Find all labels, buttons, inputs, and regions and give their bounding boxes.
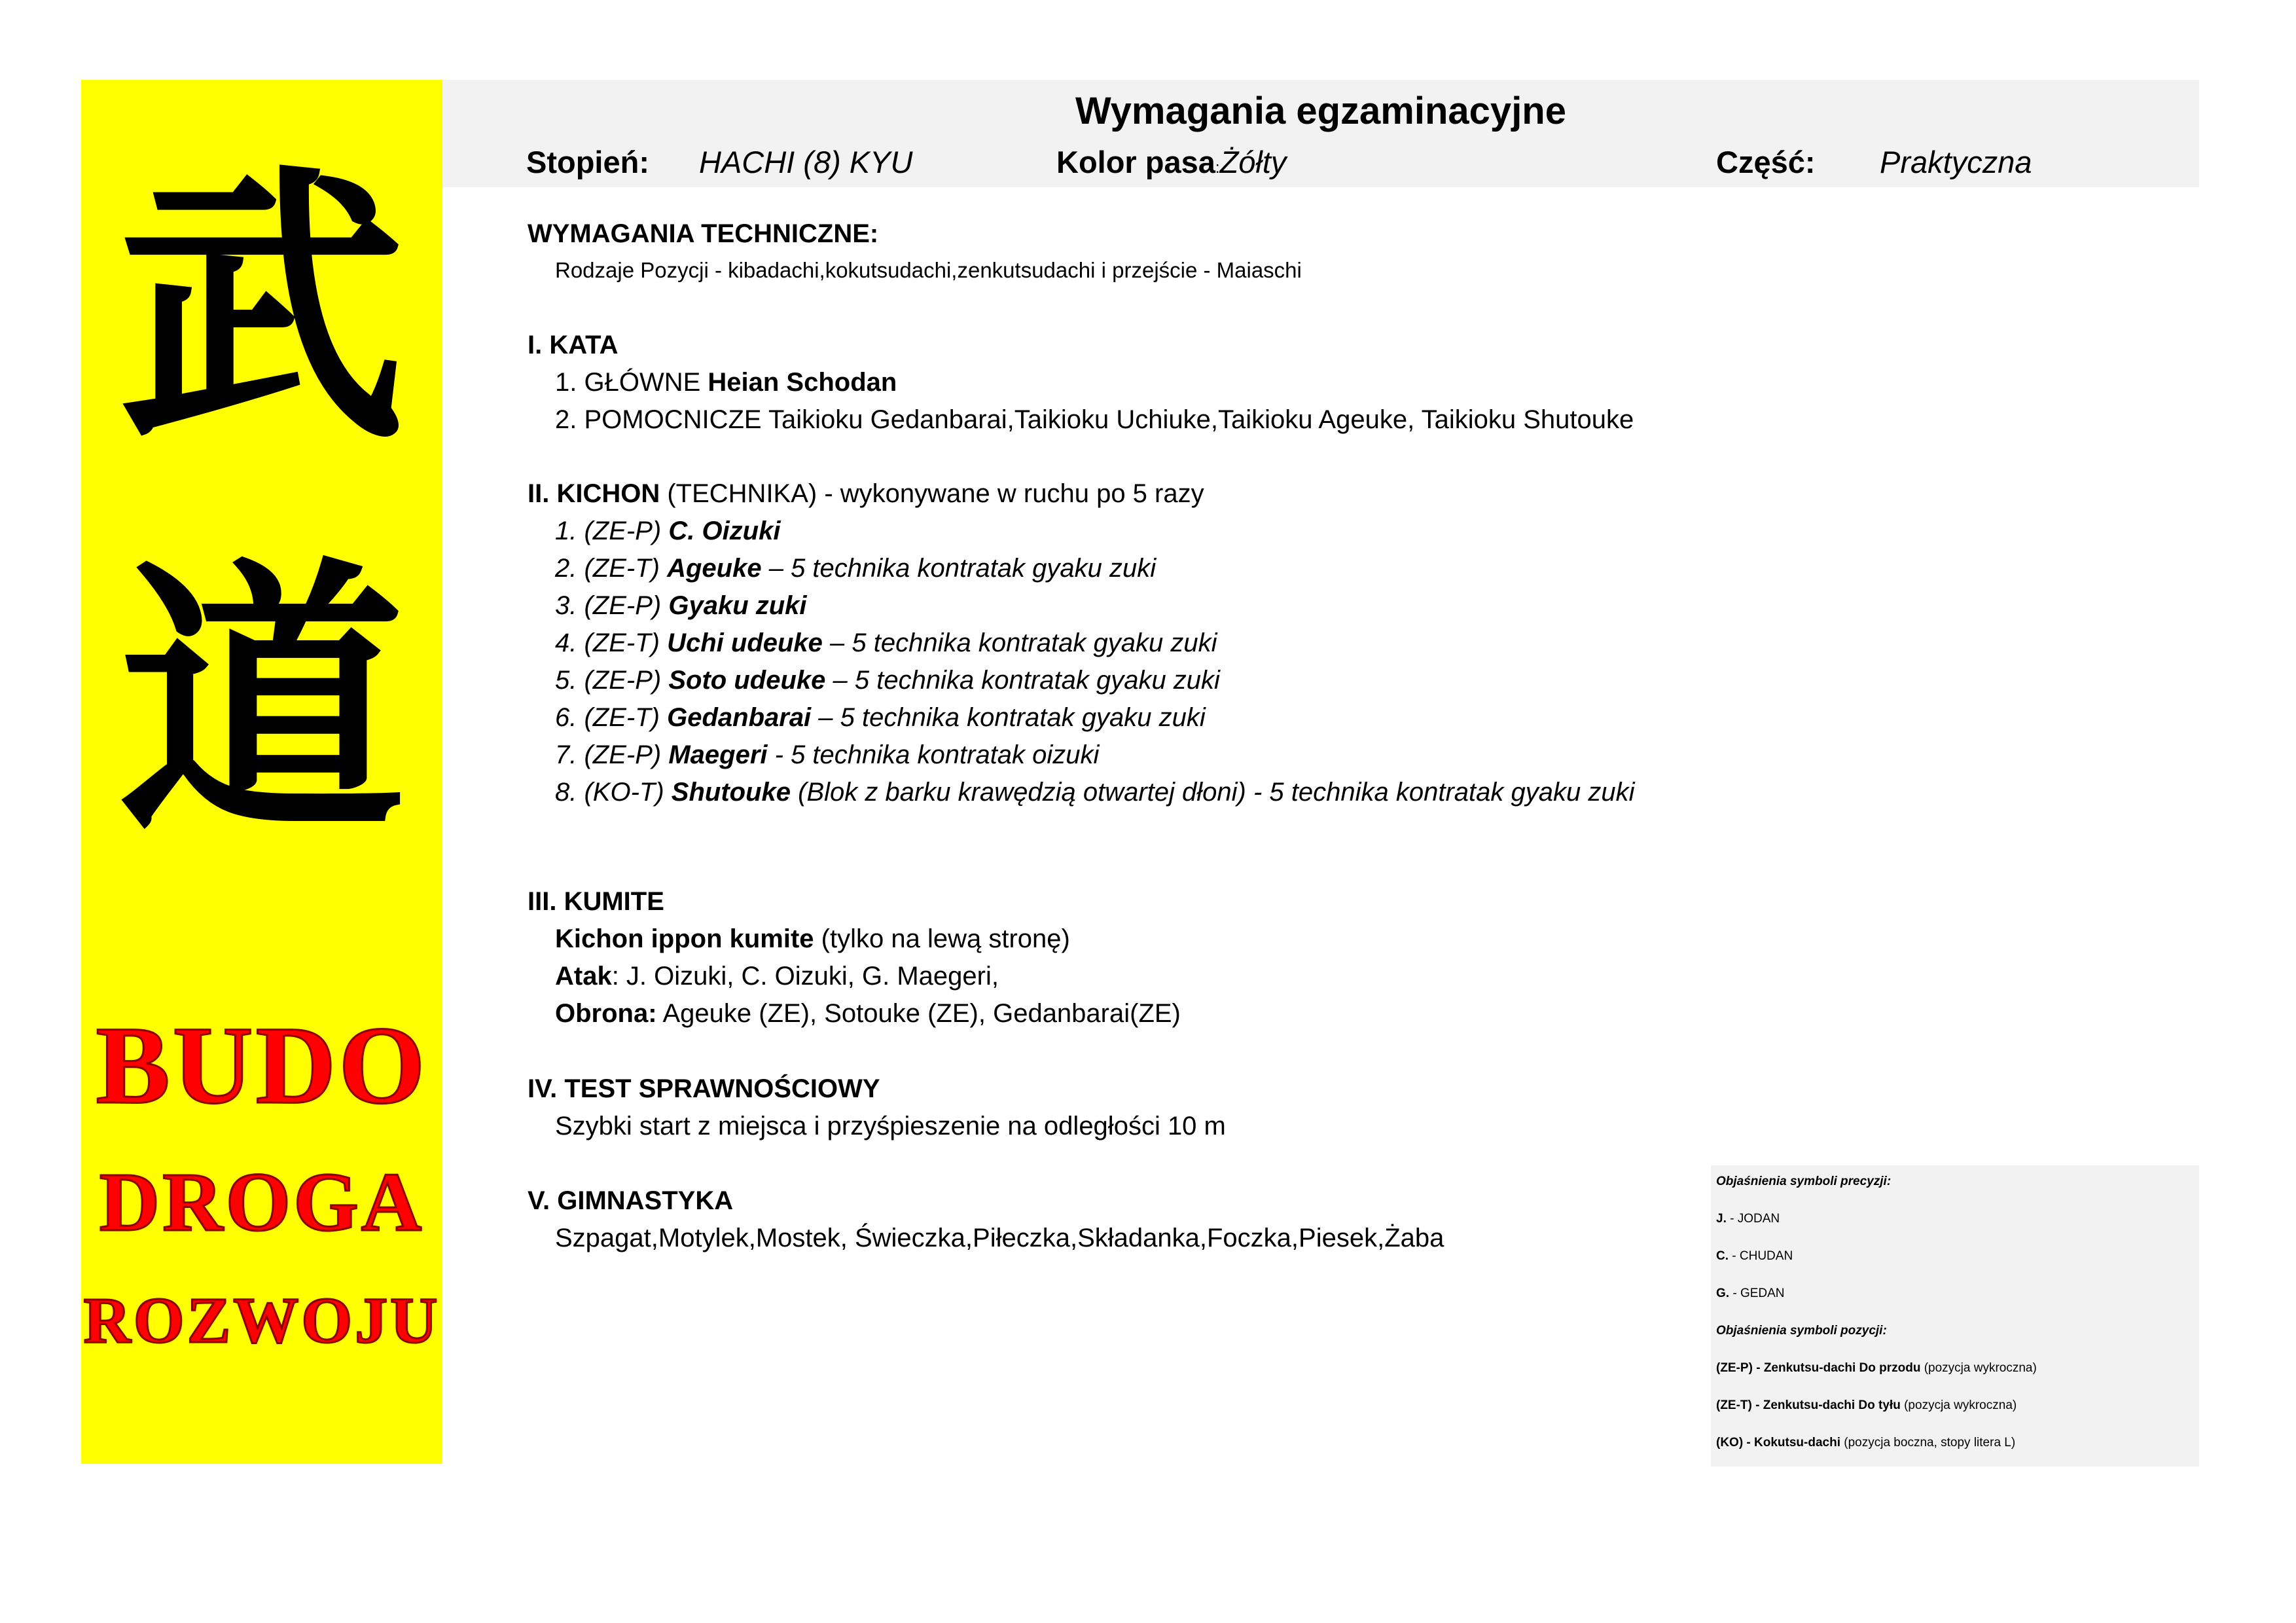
kichon-item <box>555 663 1220 698</box>
kichon-item-name: C. Oizuki <box>668 517 781 545</box>
kichon-item-suffix: – 5 technika kontratak gyaku zuki <box>825 666 1220 695</box>
degree-label: Stopień: <box>526 145 649 179</box>
legend-item <box>1716 1285 1785 1302</box>
legend-value: (pozycja boczna, stopy litera L) <box>1840 1436 2016 1450</box>
belt-value: Żółty <box>1219 145 1287 179</box>
kichon-item-suffix: - 5 technika kontratak oizuki <box>767 740 1100 769</box>
kichon-item <box>555 513 780 549</box>
kata-main-prefix: 1. GŁÓWNE <box>555 368 708 397</box>
kumite-line-1-rest: (tylko na lewą stronę) <box>814 924 1070 953</box>
kata-aux: 2. POMOCNICZE Taikioku Gedanbarai,Taikioku Uchiuke,Taikioku Ageuke, Taikioku Shutouke <box>555 405 1634 434</box>
symbols-legend <box>1711 1165 2199 1467</box>
legend-precision-heading: Objaśnienia symboli precyzji: <box>1716 1175 1892 1188</box>
motto-rozwoju: ROZWOJU <box>83 1284 440 1357</box>
kichon-item-prefix: 5. (ZE-P) <box>555 666 669 695</box>
gymnastics-heading: V. GIMNASTYKA <box>528 1186 734 1215</box>
kichon-item-name: Uchi udeuke <box>667 629 823 657</box>
kichon-item-suffix: – 5 technika kontratak gyaku zuki <box>761 554 1157 583</box>
part-label: Część: <box>1716 145 1816 179</box>
kichon-item-suffix: – 5 technika kontratak gyaku zuki <box>822 629 1217 657</box>
kumite-line-2-bold: Atak <box>555 962 612 991</box>
motto-budo: BUDO <box>96 1004 428 1127</box>
kumite-line-1-bold: Kichon ippon kumite <box>555 924 814 953</box>
legend-value: (pozycja wykroczna) <box>1920 1361 2037 1375</box>
legend-key: G. <box>1716 1286 1730 1300</box>
kanji-bu: 武 <box>118 139 406 478</box>
kumite-line-3-rest: Ageuke (ZE), Sotouke (ZE), Gedanbarai(ZE) <box>656 999 1181 1028</box>
kichon-item-name: Gyaku zuki <box>668 591 807 620</box>
kichon-item-name: Soto udeuke <box>668 666 826 695</box>
legend-key: C. <box>1716 1249 1729 1263</box>
kichon-item-prefix: 1. (ZE-P) <box>555 517 669 545</box>
kichon-item-prefix: 7. (ZE-P) <box>555 740 669 769</box>
kumite-line-3 <box>555 996 1181 1031</box>
kichon-item-suffix: – 5 technika kontratak gyaku zuki <box>811 703 1206 732</box>
legend-item <box>1716 1434 2015 1451</box>
legend-key: (KO) - Kokutsu-dachi <box>1716 1436 1840 1450</box>
legend-position-heading: Objaśnienia symboli pozycji: <box>1716 1324 1887 1338</box>
legend-item <box>1716 1248 1793 1265</box>
kata-main <box>555 365 897 400</box>
kata-heading: I. KATA <box>528 331 619 359</box>
kichon-item-prefix: 8. (KO-T) <box>555 778 672 807</box>
fitness-text: Szybki start z miejsca i przyśpieszenie na odległości 10 m <box>555 1112 1226 1140</box>
kichon-item <box>555 737 1099 773</box>
legend-value: (pozycja wykroczna) <box>1900 1398 2017 1412</box>
kumite-line-1 <box>555 921 1070 957</box>
motto-droga: DROGA <box>99 1156 425 1249</box>
kichon-heading-bold: II. KICHON <box>528 479 660 508</box>
fitness-heading: IV. TEST SPRAWNOŚCIOWY <box>528 1074 880 1103</box>
kata-main-name: Heian Schodan <box>708 368 897 397</box>
kichon-item-name: Gedanbarai <box>667 703 812 732</box>
legend-value: - GEDAN <box>1729 1286 1785 1300</box>
document-header <box>442 80 2199 187</box>
kumite-line-2-rest: : J. Oizuki, C. Oizuki, G. Maegeri, <box>611 962 999 991</box>
legend-key: (ZE-T) - Zenkutsu-dachi Do tyłu <box>1716 1398 1901 1412</box>
technical-heading: WYMAGANIA TECHNICZNE: <box>528 219 879 248</box>
legend-key: (ZE-P) - Zenkutsu-dachi Do przodu <box>1716 1361 1921 1375</box>
kichon-item <box>555 775 1635 810</box>
kichon-item <box>555 700 1206 735</box>
kichon-item <box>555 625 1217 661</box>
kichon-item-name: Ageuke <box>667 554 762 583</box>
kichon-item-name: Maegeri <box>668 740 768 769</box>
part-value: Praktyczna <box>1880 145 2032 179</box>
belt-colon: : <box>1215 159 1220 177</box>
kichon-item-prefix: 6. (ZE-T) <box>555 703 668 732</box>
kichon-item <box>555 551 1156 586</box>
kumite-heading: III. KUMITE <box>528 887 664 916</box>
kichon-item-prefix: 2. (ZE-T) <box>555 554 668 583</box>
kichon-heading-rest: (TECHNIKA) - wykonywane w ruchu po 5 razy <box>660 479 1204 508</box>
legend-item <box>1716 1211 1780 1228</box>
kichon-item-name: Shutouke <box>671 778 791 807</box>
kanji-do: 道 <box>118 532 406 871</box>
page-title: Wymagania egzaminacyjne <box>1075 90 1566 132</box>
legend-item <box>1716 1360 2037 1377</box>
legend-item <box>1716 1397 2017 1414</box>
belt-field <box>1056 143 1286 188</box>
belt-label: Kolor pasa <box>1056 145 1215 179</box>
kichon-item-prefix: 3. (ZE-P) <box>555 591 669 620</box>
kumite-line-2 <box>555 958 999 994</box>
kichon-item-prefix: 4. (ZE-T) <box>555 629 668 657</box>
degree-value: HACHI (8) KYU <box>699 145 913 179</box>
kichon-item-suffix: (Blok z barku krawędzią otwartej dłoni) - 5 technika kontratak gyaku zuki <box>791 778 1635 807</box>
technical-text: Rodzaje Pozycji - kibadachi,kokutsudachi,zenkutsudachi i przejście - Maiaschi <box>555 258 1302 282</box>
gymnastics-text: Szpagat,Motylek,Mostek, Świeczka,Piłeczka,Składanka,Foczka,Piesek,Żaba <box>555 1224 1444 1252</box>
kumite-line-3-bold: Obrona: <box>555 999 657 1028</box>
legend-value: - CHUDAN <box>1729 1249 1793 1263</box>
kichon-heading <box>528 476 1204 511</box>
side-banner <box>81 80 442 1464</box>
legend-key: J. <box>1716 1212 1727 1226</box>
kichon-item <box>555 588 807 623</box>
legend-value: - JODAN <box>1726 1212 1780 1226</box>
